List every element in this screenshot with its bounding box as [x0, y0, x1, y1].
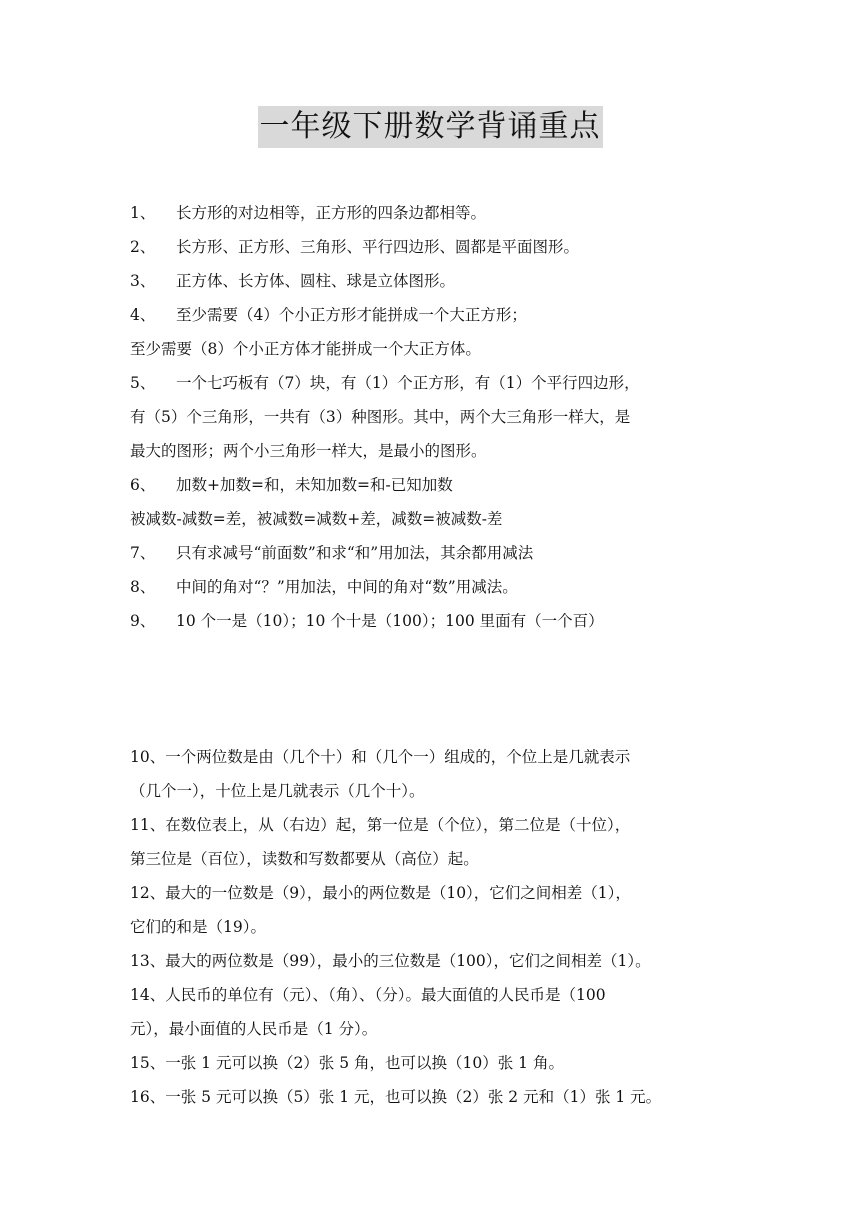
item-text: 16、一张 5 元可以换（5）张 1 元，也可以换（2）张 2 元和（1）张 1 元。: [130, 1088, 662, 1106]
item-text: 加数+加数=和，未知加数=和-已知加数: [176, 476, 453, 494]
list-item: [130, 1080, 742, 1114]
list-item-continuation: [130, 842, 742, 876]
section-gap: [130, 638, 742, 740]
list-item: [130, 740, 742, 774]
item-text: 它们的和是（19）。: [130, 918, 266, 936]
item-number: 6、: [130, 476, 156, 494]
list-item: [130, 366, 742, 400]
list-item: [130, 468, 742, 502]
item-text: 10、一个两位数是由（几个十）和（几个一）组成的，个位上是几就表示: [130, 748, 631, 766]
item-text: 长方形的对边相等，正方形的四条边都相等。: [176, 204, 487, 222]
item-number: 7、: [130, 544, 156, 562]
item-text: 14、人民币的单位有（元）、（角）、（分）。最大面值的人民币是（100: [130, 986, 606, 1004]
list-item: [130, 536, 742, 570]
list-item-continuation: [130, 434, 742, 468]
item-text: 至少需要（8）个小正方体才能拼成一个大正方体。: [130, 340, 481, 358]
item-text: （几个一），十位上是几就表示（几个十）。: [130, 782, 425, 800]
item-text: 正方体、长方体、圆柱、球是立体图形。: [176, 272, 456, 290]
item-text: 10 个一是（10）；10 个十是（100）；100 里面有（一个百）: [176, 612, 604, 630]
item-text: 被减数-减数=差，被减数=减数+差，减数=被减数-差: [130, 510, 503, 528]
list-item: [130, 264, 742, 298]
item-text: 一个七巧板有（7）块，有（1）个正方形，有（1）个平行四边形，: [176, 374, 640, 392]
item-text: 12、最大的一位数是（9），最小的两位数是（10），它们之间相差（1），: [130, 884, 631, 902]
document-body: [130, 196, 742, 1114]
list-item: [130, 298, 742, 332]
item-text: 最大的图形；两个小三角形一样大，是最小的图形。: [130, 442, 487, 460]
item-number: 3、: [130, 272, 156, 290]
item-text: 13、最大的两位数是（99），最小的三位数是（100），它们之间相差（1）。: [130, 952, 651, 970]
item-number: 4、: [130, 306, 156, 324]
item-text: 元），最小面值的人民币是（1 分）。: [130, 1020, 378, 1038]
list-item-continuation: [130, 910, 742, 944]
item-text: 第三位是（百位），读数和写数都要从（高位）起。: [130, 850, 479, 868]
list-item: [130, 196, 742, 230]
item-text: 中间的角对“？”用加法，中间的角对“数”用减法。: [176, 578, 518, 596]
item-text: 有（5）个三角形，一共有（3）种图形。其中，两个大三角形一样大，是: [130, 408, 631, 426]
list-item: [130, 1046, 742, 1080]
item-number: 5、: [130, 374, 156, 392]
page-title: 一年级下册数学背诵重点: [258, 106, 603, 148]
list-item: [130, 604, 742, 638]
list-item-continuation: [130, 332, 742, 366]
list-item: [130, 230, 742, 264]
item-text: 15、一张 1 元可以换（2）张 5 角，也可以换（10）张 1 角。: [130, 1054, 564, 1072]
list-item-continuation: [130, 502, 742, 536]
list-item: [130, 876, 742, 910]
item-number: 8、: [130, 578, 156, 596]
list-item-continuation: [130, 400, 742, 434]
item-text: 只有求减号“前面数”和求“和”用加法，其余都用减法: [176, 544, 534, 562]
item-text: 至少需要（4）个小正方形才能拼成一个大正方形；: [176, 306, 527, 324]
list-item-continuation: [130, 774, 742, 808]
list-item: [130, 944, 742, 978]
list-item: [130, 808, 742, 842]
item-text: 长方形、正方形、三角形、平行四边形、圆都是平面图形。: [176, 238, 580, 256]
item-text: 11、在数位表上，从（右边）起，第一位是（个位），第二位是（十位），: [130, 816, 631, 834]
list-item-continuation: [130, 1012, 742, 1046]
item-number: 2、: [130, 238, 156, 256]
list-item: [130, 570, 742, 604]
item-number: 1、: [130, 204, 156, 222]
title-container: [0, 106, 860, 148]
list-item: [130, 978, 742, 1012]
item-number: 9、: [130, 612, 156, 630]
